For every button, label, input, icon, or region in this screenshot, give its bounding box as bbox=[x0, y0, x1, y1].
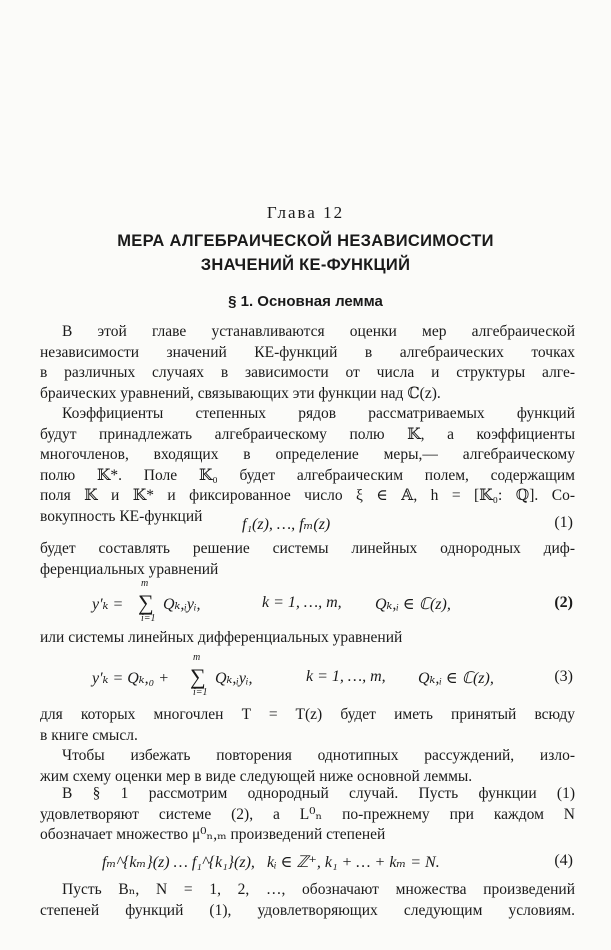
text-line: в различных случаях в зависимости от числа и структуры алге- bbox=[40, 364, 575, 381]
formula-3-lhs: y′ₖ = Qₖ,₀ + bbox=[92, 670, 169, 687]
formula-2-range: k = 1, …, m, bbox=[262, 594, 342, 611]
paragraph-4 bbox=[40, 628, 575, 649]
sum-upper-limit: m bbox=[141, 578, 149, 589]
formula-4-condition: kᵢ ∈ ℤ⁺, k₁ + … + kₘ = N. bbox=[267, 854, 440, 871]
text-line: полю 𝕂*. Поле 𝕂₀ будет алгебраическим полем, содержащим bbox=[40, 466, 575, 484]
sum-lower-limit: i=1 bbox=[141, 613, 156, 624]
paragraph-6 bbox=[40, 746, 575, 787]
sum-sign: ∑ m i=1 bbox=[138, 578, 156, 624]
formula-4 bbox=[40, 852, 575, 882]
text-line: для которых многочлен T = T(z) будет иметь принятый всюду bbox=[40, 706, 575, 723]
text-line: или системы линейных дифференциальных уравнений bbox=[40, 629, 403, 646]
formula-1-expression: f₁(z), …, fₘ(z) bbox=[242, 516, 331, 533]
chapter-title-line-1: МЕРА АЛГЕБРАИЧЕСКОЙ НЕЗАВИСИМОСТИ bbox=[117, 232, 494, 250]
paragraph-2 bbox=[40, 404, 575, 527]
text-line: будут принадлежать алгебраическому полю 𝕂, а коэффициенты bbox=[40, 425, 575, 443]
text-line: поля 𝕂 и 𝕂* и фиксированное число ξ ∈ 𝔸, h = [𝕂₀: ℚ]. Со- bbox=[40, 487, 575, 504]
formula-2 bbox=[40, 578, 575, 624]
text-line: независимости значений КЕ-функций в алгебраических точках bbox=[40, 343, 575, 361]
text-line: Чтобы избежать повторения однотипных рассуждений, изло- bbox=[62, 747, 575, 764]
paragraph-5 bbox=[40, 705, 575, 746]
formula-1-number: (1) bbox=[554, 514, 573, 531]
text-line: В § 1 рассмотрим однородный случай. Пусть функции (1) bbox=[62, 785, 575, 802]
text-line: в книге смысл. bbox=[40, 726, 138, 744]
text-line: браических уравнений, связывающих эти функции над ℂ(z). bbox=[40, 384, 441, 402]
formula-4-number: (4) bbox=[554, 852, 573, 869]
formula-2-number: (2) bbox=[554, 594, 573, 611]
text-line: обозначает множество μ⁰ₙ,ₘ произведений степеней bbox=[40, 826, 386, 843]
formula-3-number: (3) bbox=[554, 668, 573, 685]
text-line: ференциальных уравнений bbox=[40, 560, 219, 578]
text-line: многочленов, входящих в определение меры,— алгебраическому bbox=[40, 446, 575, 463]
text-line: Коэффициенты степенных рядов рассматриваемых функций bbox=[62, 405, 575, 422]
formula-3 bbox=[40, 652, 575, 698]
paragraph-8 bbox=[40, 880, 575, 921]
text-line: вокупность КЕ-функций bbox=[40, 507, 203, 525]
formula-2-lhs: y′ₖ = bbox=[92, 596, 124, 613]
text-line: степеней функций (1), удовлетворяющих следующим условиям. bbox=[40, 901, 575, 919]
section-heading: § 1. Основная лемма bbox=[228, 293, 383, 310]
chapter-title-line-2: ЗНАЧЕНИЙ КЕ-ФУНКЦИЙ bbox=[200, 256, 411, 274]
paragraph-1 bbox=[40, 322, 575, 404]
paragraph-7 bbox=[40, 784, 575, 846]
chapter-number: Глава 12 bbox=[266, 203, 345, 222]
text-line: жим схему оценки мер в виде следующей ниже основной леммы. bbox=[40, 767, 473, 785]
text-line: будет составлять решение системы линейных однородных диф- bbox=[40, 540, 575, 557]
formula-3-body: Qₖ,ᵢyᵢ, bbox=[215, 670, 253, 687]
paragraph-3 bbox=[40, 539, 575, 580]
formula-4-expression: fₘ^{kₘ}(z) … f₁^{k₁}(z), bbox=[102, 854, 255, 871]
text-line: удовлетворяют системе (2), а L⁰ₙ по-прежнему при каждом N bbox=[40, 805, 575, 823]
formula-3-condition: Qₖ,ᵢ ∈ ℂ(z), bbox=[418, 670, 494, 687]
text-line: Пусть Bₙ, N = 1, 2, …, обозначают множества произведений bbox=[62, 881, 575, 898]
formula-3-range: k = 1, …, m, bbox=[306, 668, 386, 685]
formula-2-condition: Qₖ,ᵢ ∈ ℂ(z), bbox=[375, 596, 451, 613]
sum-sign: ∑ m i=1 bbox=[190, 652, 208, 698]
formula-2-body: Qₖ,ᵢyᵢ, bbox=[163, 596, 201, 613]
text-line: В этой главе устанавливаются оценки мер алгебраической bbox=[62, 323, 575, 340]
sum-lower-limit: i=1 bbox=[193, 687, 208, 698]
sum-upper-limit: m bbox=[193, 652, 201, 663]
